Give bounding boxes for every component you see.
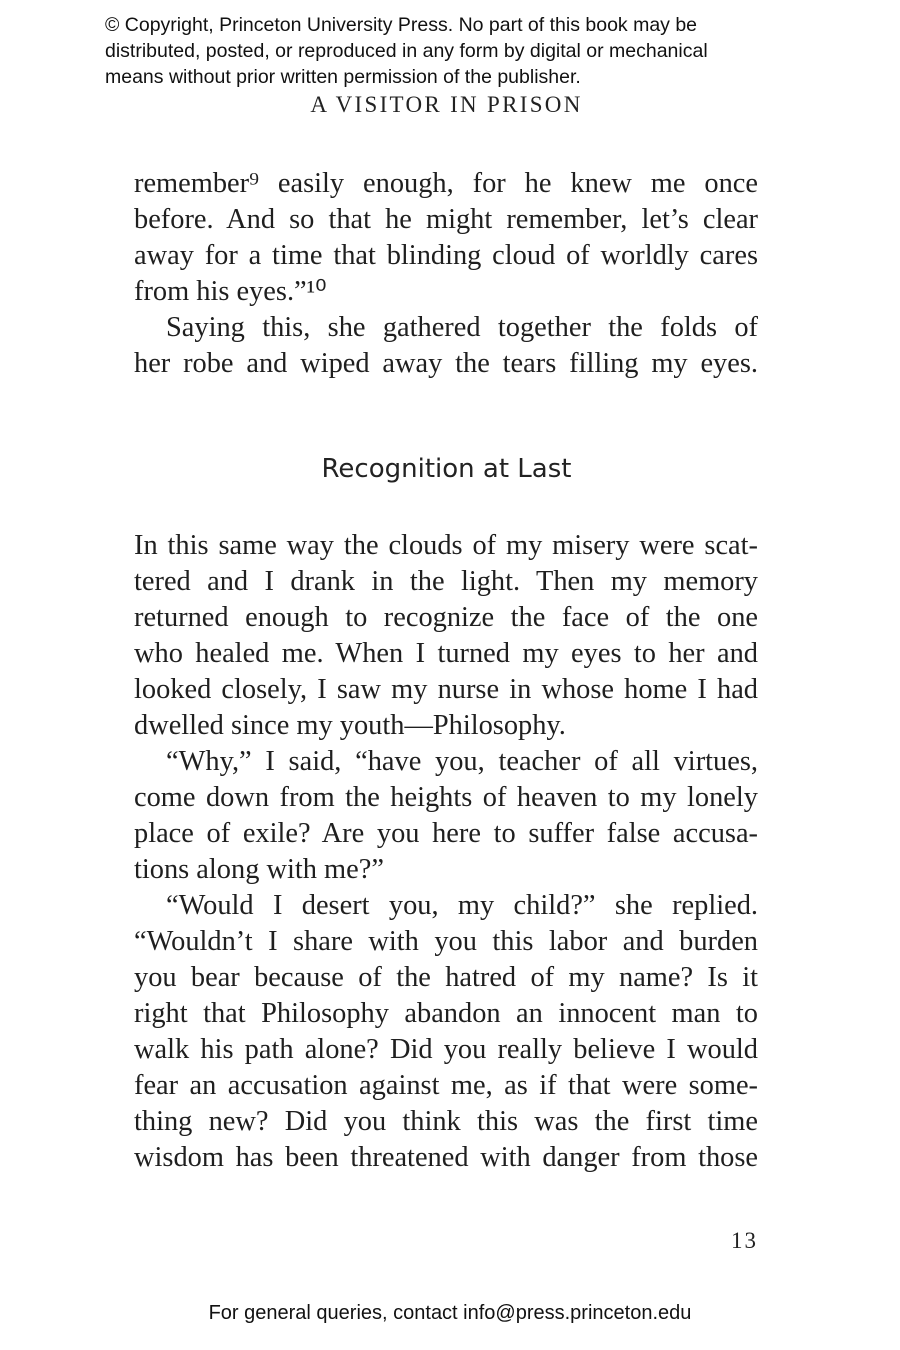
section-heading: Recognition at Last [321,454,572,484]
text-line: you bear because of the hatred of my name? Is it [134,962,758,993]
text-line: tions along with me?” [134,854,384,885]
text-line: who healed me. When I turned my eyes to her and [134,638,758,669]
text-line: Saying this, she gathered together the folds of [166,312,758,343]
text-line: In this same way the clouds of my misery were scat- [134,530,758,561]
page-number: 13 [731,1228,758,1253]
text-line: wisdom has been threatened with danger from those [134,1142,758,1173]
text-line: before. And so that he might remember, let’s clear [134,204,758,235]
section-text [134,528,758,1176]
text-line: dwelled since my youth—Philosophy. [134,710,566,741]
text-line: walk his path alone? Did you really believe I would [134,1034,758,1065]
text-line: “Wouldn’t I share with you this labor and burden [134,926,758,957]
text-line: “Would I desert you, my child?” she replied. [166,890,758,921]
text-line: fear an accusation against me, as if that were some- [134,1070,758,1101]
copyright-line: means without prior written permission of the publisher. [105,66,581,88]
text-line: returned enough to recognize the face of the one [134,602,758,633]
footer-contact: For general queries, contact info@press.princeton.edu [208,1302,692,1324]
text-line: her robe and wiped away the tears filling my eyes. [134,348,758,379]
text-line: come down from the heights of heaven to my lonely [134,782,758,813]
copyright-line: distributed, posted, or reproduced in any form by digital or mechanical [105,40,708,62]
text-line: thing new? Did you think this was the first time [134,1106,758,1137]
text-line: “Why,” I said, “have you, teacher of all virtues, [166,746,758,777]
text-line: remember⁹ easily enough, for he knew me once [134,168,758,199]
copyright-notice [105,12,845,90]
opening-text [134,166,758,382]
text-line: place of exile? Are you here to suffer false accusa- [134,818,758,849]
text-line: right that Philosophy abandon an innocent man to [134,998,758,1029]
text-line: tered and I drank in the light. Then my memory [134,566,758,597]
text-line: away for a time that blinding cloud of worldly cares [134,240,758,271]
text-line: looked closely, I saw my nurse in whose home I had [134,674,758,705]
copyright-line: © Copyright, Princeton University Press. No part of this book may be [105,14,698,36]
text-line: from his eyes.”¹⁰ [134,276,327,307]
running-head: A VISITOR IN PRISON [310,92,583,117]
